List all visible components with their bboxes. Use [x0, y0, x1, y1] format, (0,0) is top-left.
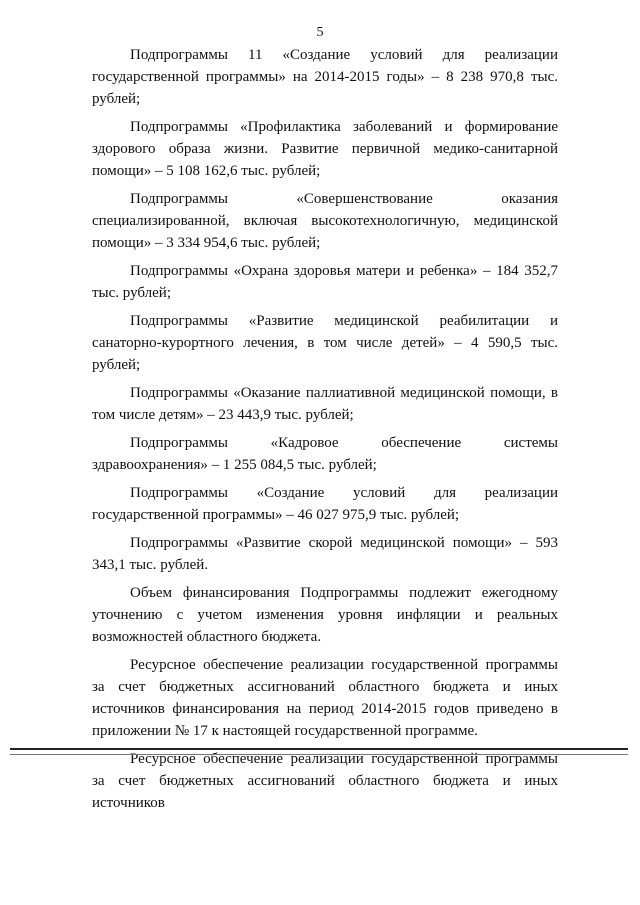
paragraph-subprogram-11: Подпрограммы 11 «Создание условий для реализации государственной программы» на 2014-2015 годы» – 8 238 970,8 тыс. рублей; [92, 47, 558, 107]
document-body [92, 44, 558, 814]
paragraph-subprogram-palliative: Подпрограммы «Оказание паллиативной медицинской помощи, в том числе детям» – 23 443,9 тыс. рублей; [92, 385, 558, 423]
paragraph-subprogram-prevention: Подпрограммы «Профилактика заболеваний и формирование здорового образа жизни. Развитие первичной медико-санитарной помощи» – 5 108 162,6 тыс. рублей; [92, 119, 558, 179]
paragraph-subprogram-mother-child: Подпрограммы «Охрана здоровья матери и ребенка» – 184 352,7 тыс. рублей; [92, 263, 558, 301]
paragraph-subprogram-emergency: Подпрограммы «Развитие скорой медицинской помощи» – 593 343,1 тыс. рублей. [92, 535, 558, 573]
paragraph-subprogram-conditions: Подпрограммы «Создание условий для реализации государственной программы» – 46 027 975,9 тыс. рублей; [92, 485, 558, 523]
page-number: 5 [316, 25, 324, 40]
page-bottom-rule [10, 748, 628, 750]
paragraph-subprogram-specialized-care: Подпрограммы «Совершенствование оказания специализированной, включая высокотехнологичную, медицинской помощи» – 3 334 954,6 тыс. рублей; [92, 191, 558, 251]
paragraph-funding-adjustment: Объем финансирования Подпрограммы подлежит ежегодному уточнению с учетом изменения уровня инфляции и реальных возможностей областного бюджета. [92, 585, 558, 645]
paragraph-subprogram-rehabilitation: Подпрограммы «Развитие медицинской реабилитации и санаторно-курортного лечения, в том числе детей» – 4 590,5 тыс. рублей; [92, 313, 558, 373]
paragraph-resource-support-appendix: Ресурсное обеспечение реализации государственной программы за счет бюджетных ассигнований областного бюджета и иных источников финансирования на период 2014-2015 годов приведено в приложении № 17 к настоящей государственной программе. [92, 657, 558, 739]
page-bottom-rule-thin [10, 754, 628, 755]
paragraph-resource-support-continued: Ресурсное обеспечение реализации государственной программы за счет бюджетных ассигнований областного бюджета и иных источников [92, 751, 558, 811]
paragraph-subprogram-staffing: Подпрограммы «Кадровое обеспечение системы здравоохранения» – 1 255 084,5 тыс. рублей; [92, 435, 558, 473]
